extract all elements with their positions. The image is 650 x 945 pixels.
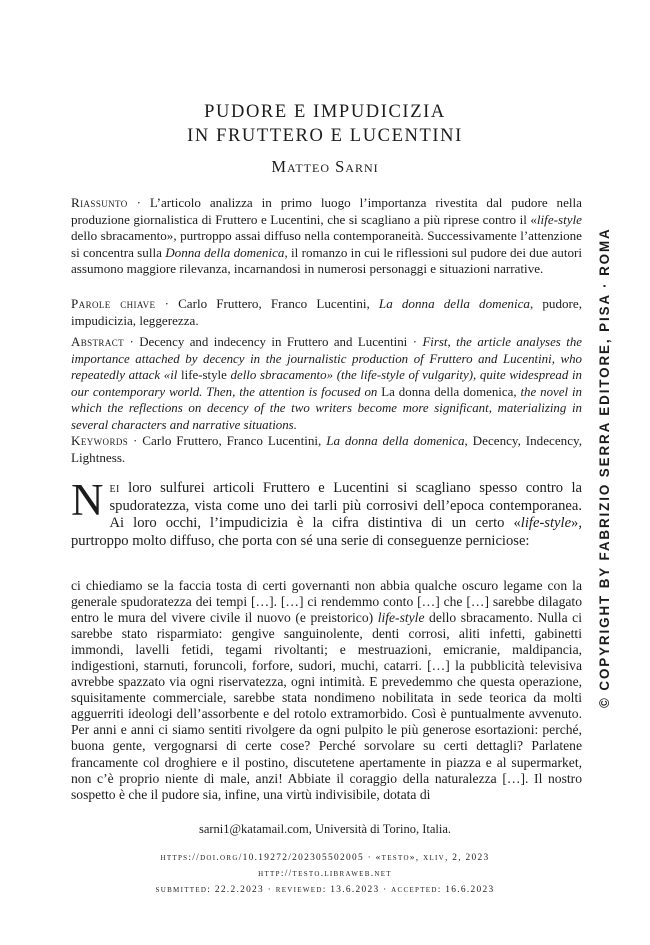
author-email-footnote: sarni1@katamail.com, Università di Torino, Italia. [198, 822, 451, 836]
riassunto-paragraph: Riassunto · L’articolo analizza in primo luogo l’importanza rivestita dal pudore nella produzione giornalistica di Fruttero e Lucentini, che si scagliano a più riprese contro il «life-style dello sbracamento», purtroppo assai diffuso nella contemporaneità. Successivamente l’attenzione si concentra sulla Donna della domenica, il romanzo in cui le riflessioni sul pudore dei due autori assumono maggiore rilevanza, incarnandosi in numerosi personaggi e situazioni narrative. [71, 195, 582, 276]
keywords-paragraph: Keywords · Carlo Fruttero, Franco Lucentini, La donna della domenica, Decency, Indecency, Lightness. [71, 433, 582, 465]
body-paragraph: Nei loro sulfurei articoli Fruttero e Lucentini si scagliano spesso contro la spudoratezza, vista come uno dei tarli più corrosivi dell’epoca contemporanea. Ai loro occhi, l’impudicizia è la cifra distintiva di un certo «life-style», purtroppo molto diffuso, che porta con sé una serie di conseguenze perniciose: [71, 475, 582, 549]
abstract-label: Abstract [71, 335, 125, 349]
journal-url: http://testo.libraweb.net [258, 869, 392, 879]
title-line-1: PUDORE E IMPUDICIZIA [204, 102, 446, 122]
block-quote: ci chiediamo se la faccia tosta di certi governanti non abbia qualche oscuro legame con la generale spudoratezza dei tempi […]. […] ci rendemmo conto […] che […] sarebbe dilagato entro le mura del vivere civile il nuovo (e preistorico) life-style dello sbracamento. Nulla ci sarebbe stato risparmiato: gengive sanguinolente, denti corrosi, aliti infetti, gabinetti immondi, lavelli fetidi, tegami rivoltanti; e mestruazioni, emicranie, maldipancia, indigestioni, starnuti, foruncoli, forfore, sudori, muchi, catarri. […] la pubblicità televisiva avrebbe spazzato via ogni riservatezza, ogni intimità. E prevedemmo che questa operazione, squisitamente commerciale, sarebbe stata nondimeno nobilitata in sede teorica da molti agguerriti ideologi dell’assorbente e del rotolo extramorbido. Così è puntualmente avvenuto. Per anni e anni ci siamo sentiti rivolgere da ogni pulpito le più generose esortazioni: perché, buona gente, vergognarsi di certe cose? Perché sorvolare su certi dettagli? Parlatene francamente col droghiere e il postino, discutetene apertamente in piazza e al supermarket, non c’è proprio niente di male, anzi! Abbiate il coraggio della naturalezza […]. Il nostro sospetto è che il pudore sia, infine, una virtù indivisibile, dotata di [71, 578, 582, 802]
doi-line: https://doi.org/10.19272/202305502005 · «testo», xliv, 2, 2023 [160, 853, 490, 863]
author-name: Matteo Sarni [271, 157, 379, 176]
copyright-notice: © COPYRIGHT BY FABRIZIO SERRA EDITORE, PISA · ROMA [597, 227, 612, 708]
drop-cap: N [71, 475, 104, 525]
title-line-2: IN FRUTTERO E LUCENTINI [187, 126, 463, 146]
riassunto-label: Riassunto [71, 195, 128, 210]
submission-dates: submitted: 22.2.2023 · reviewed: 13.6.2023 · accepted: 16.6.2023 [155, 885, 495, 895]
parole-chiave-paragraph: Parole chiave · Carlo Fruttero, Franco Lucentini, La donna della domenica, pudore, impudicizia, leggerezza. [71, 296, 582, 328]
keywords-label: Keywords [71, 433, 129, 448]
parole-chiave-label: Parole chiave [71, 296, 156, 311]
abstract-paragraph: Abstract · Decency and indecency in Fruttero and Lucentini · First, the article analyses the importance attached by decency in the journalistic production of Fruttero and Lucentini, who repeatedly attack «il life-style dello sbracamento» (the life-style of vulgarity), quite widespread in our contemporary world. Then, the attention is focused on La donna della domenica, the novel in which the reflections on decency of the two writers become more significant, materializing in several characters and narrative situations. [71, 335, 582, 432]
article-title [70, 100, 580, 148]
abstract-title: Decency and indecency in Fruttero and Lucentini [139, 335, 408, 349]
